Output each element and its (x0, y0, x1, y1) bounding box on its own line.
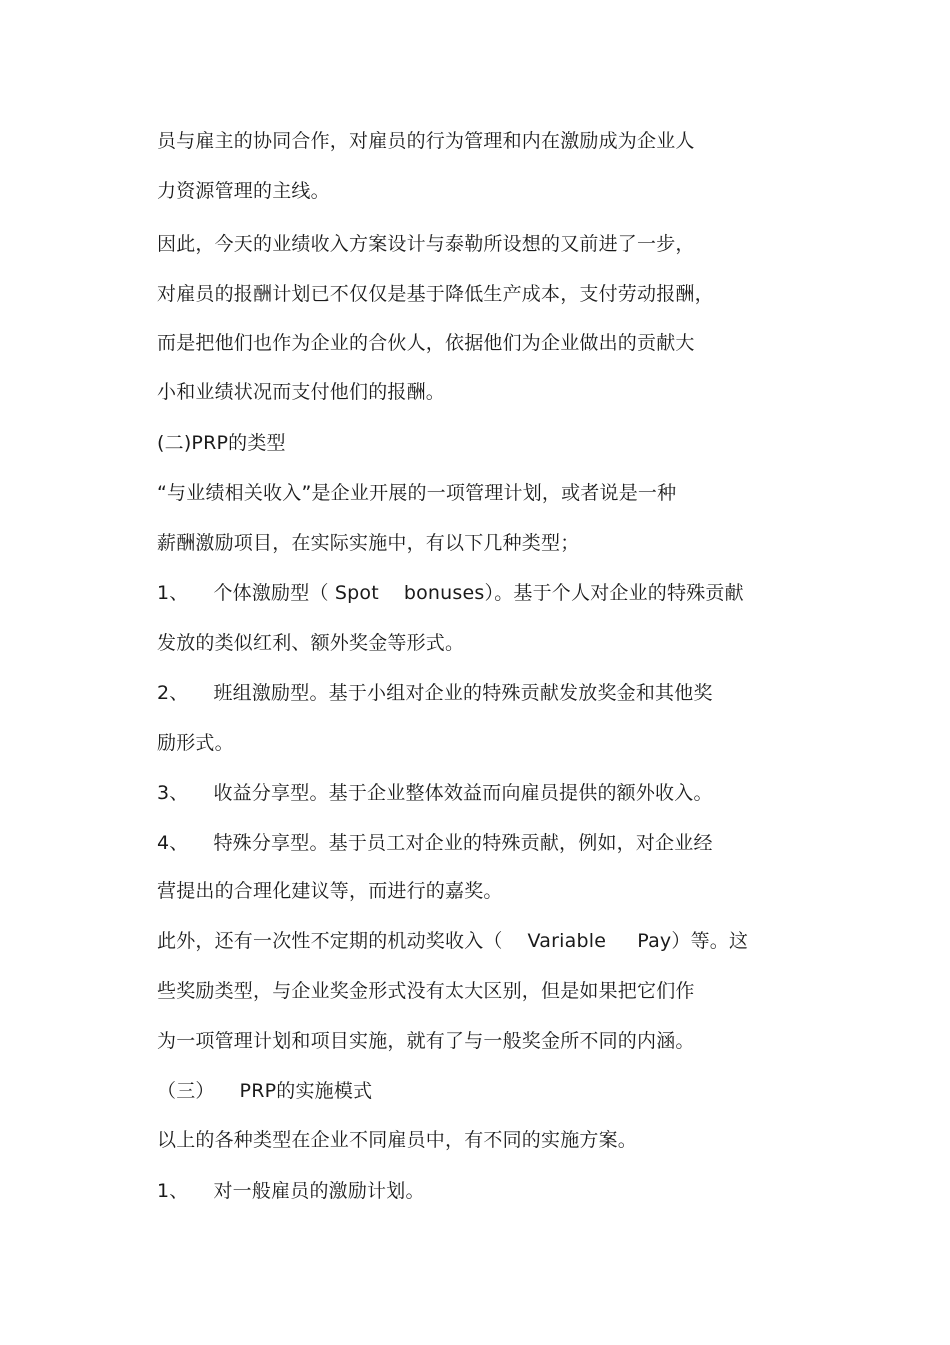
text-line: 为一项管理计划和项目实施，就有了与一般奖金所不同的内涵。 (157, 1030, 695, 1052)
list-item: 4、 特殊分享型。基于员工对企业的特殊贡献，例如，对企业经 (157, 832, 713, 854)
list-item: 2、 班组激励型。基于小组对企业的特殊贡献发放奖金和其他奖 (157, 682, 713, 704)
text-line: 薪酬激励项目，在实际实施中，有以下几种类型； (157, 532, 580, 554)
text-line: 些奖励类型，与企业奖金形式没有太大区别，但是如果把它们作 (157, 980, 695, 1002)
text-line: 员与雇主的协同合作，对雇员的行为管理和内在激励成为企业人 (157, 130, 695, 152)
text-line: 营提出的合理化建议等，而进行的嘉奖。 (157, 880, 503, 902)
text-line: 对雇员的报酬计划已不仅仅是基于降低生产成本，支付劳动报酬， (157, 283, 714, 305)
section-heading: （三） PRP的实施模式 (157, 1080, 373, 1102)
text-line: 而是把他们也作为企业的合伙人，依据他们为企业做出的贡献大 (157, 332, 695, 354)
text-line: 因此，今天的业绩收入方案设计与泰勒所设想的又前进了一步， (157, 233, 695, 255)
text-line: 励形式。 (157, 732, 234, 754)
text-line: 力资源管理的主线。 (157, 180, 330, 202)
text-line: 发放的类似红利、额外奖金等形式。 (157, 632, 465, 654)
list-item: 1、 个体激励型（ Spot bonuses）。基于个人对企业的特殊贡献 (157, 582, 744, 604)
list-item: 3、 收益分享型。基于企业整体效益而向雇员提供的额外收入。 (157, 782, 713, 804)
text-line: 以上的各种类型在企业不同雇员中，有不同的实施方案。 (157, 1129, 638, 1151)
list-item: 1、 对一般雇员的激励计划。 (157, 1180, 425, 1202)
text-line: 此外，还有一次性不定期的机动奖收入（ Variable Pay）等。这 (157, 930, 749, 952)
text-line: “与业绩相关收入”是企业开展的一项管理计划，或者说是一种 (157, 482, 677, 504)
section-heading: (二)PRP的类型 (157, 432, 286, 454)
text-line: 小和业绩状况而支付他们的报酬。 (157, 381, 446, 403)
